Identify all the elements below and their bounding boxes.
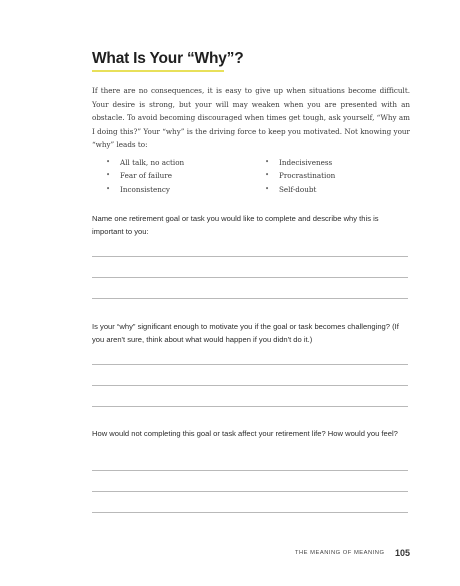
bullet-icon: • bbox=[106, 184, 111, 193]
bullet-icon: • bbox=[106, 158, 111, 166]
bullet-icon: • bbox=[265, 184, 270, 193]
bullet-icon: • bbox=[106, 171, 111, 180]
bullet-icon: • bbox=[265, 158, 270, 166]
list-item: • All talk, no action bbox=[106, 156, 184, 169]
list-item: • Procrastination bbox=[265, 169, 335, 182]
answer-line-3c[interactable] bbox=[92, 512, 408, 513]
answer-line-2c[interactable] bbox=[92, 406, 408, 407]
section-title: What Is Your “Why”? bbox=[92, 50, 244, 67]
answer-line-1b[interactable] bbox=[92, 277, 408, 278]
answer-line-3a[interactable] bbox=[92, 470, 408, 471]
list-item: • Inconsistency bbox=[106, 183, 184, 196]
question-2: Is your “why” significant enough to motivate you if the goal or task becomes challenging? (If you aren't sure, think about what would happen if you didn't do it.) bbox=[92, 322, 399, 345]
consequence-list-left bbox=[106, 156, 184, 196]
list-item: • Indecisiveness bbox=[265, 156, 335, 169]
consequence-list-right bbox=[265, 156, 335, 196]
bullet-icon: • bbox=[265, 171, 270, 180]
intro-paragraph: If there are no consequences, it is easy to give up when situations become difficult. Your desire is strong, but your will may weaken when you are presented with an obstacle. To avoid becoming discouraged when times get tough, ask yourself, “Why am I doing this?” Your “why” is the driving force to keep you motivated. Not knowing your “why” leads to: bbox=[92, 86, 410, 150]
title-block bbox=[92, 50, 244, 68]
answer-line-2b[interactable] bbox=[92, 385, 408, 386]
page-footer bbox=[260, 544, 410, 562]
running-head: THE MEANING OF MEANING bbox=[294, 549, 385, 556]
question-3: How would not completing this goal or task affect your retirement life? How would you feel? bbox=[92, 429, 398, 438]
answer-line-3b[interactable] bbox=[92, 491, 408, 492]
question-1: Name one retirement goal or task you would like to complete and describe why this is important to you: bbox=[92, 214, 379, 237]
page-number: 105 bbox=[394, 547, 410, 558]
answer-line-1a[interactable] bbox=[92, 256, 408, 257]
list-item: • Self-doubt bbox=[265, 183, 335, 196]
list-item: • Fear of failure bbox=[106, 169, 184, 182]
title-highlight-underline bbox=[92, 70, 224, 72]
answer-line-1c[interactable] bbox=[92, 298, 408, 299]
answer-line-2a[interactable] bbox=[92, 364, 408, 365]
